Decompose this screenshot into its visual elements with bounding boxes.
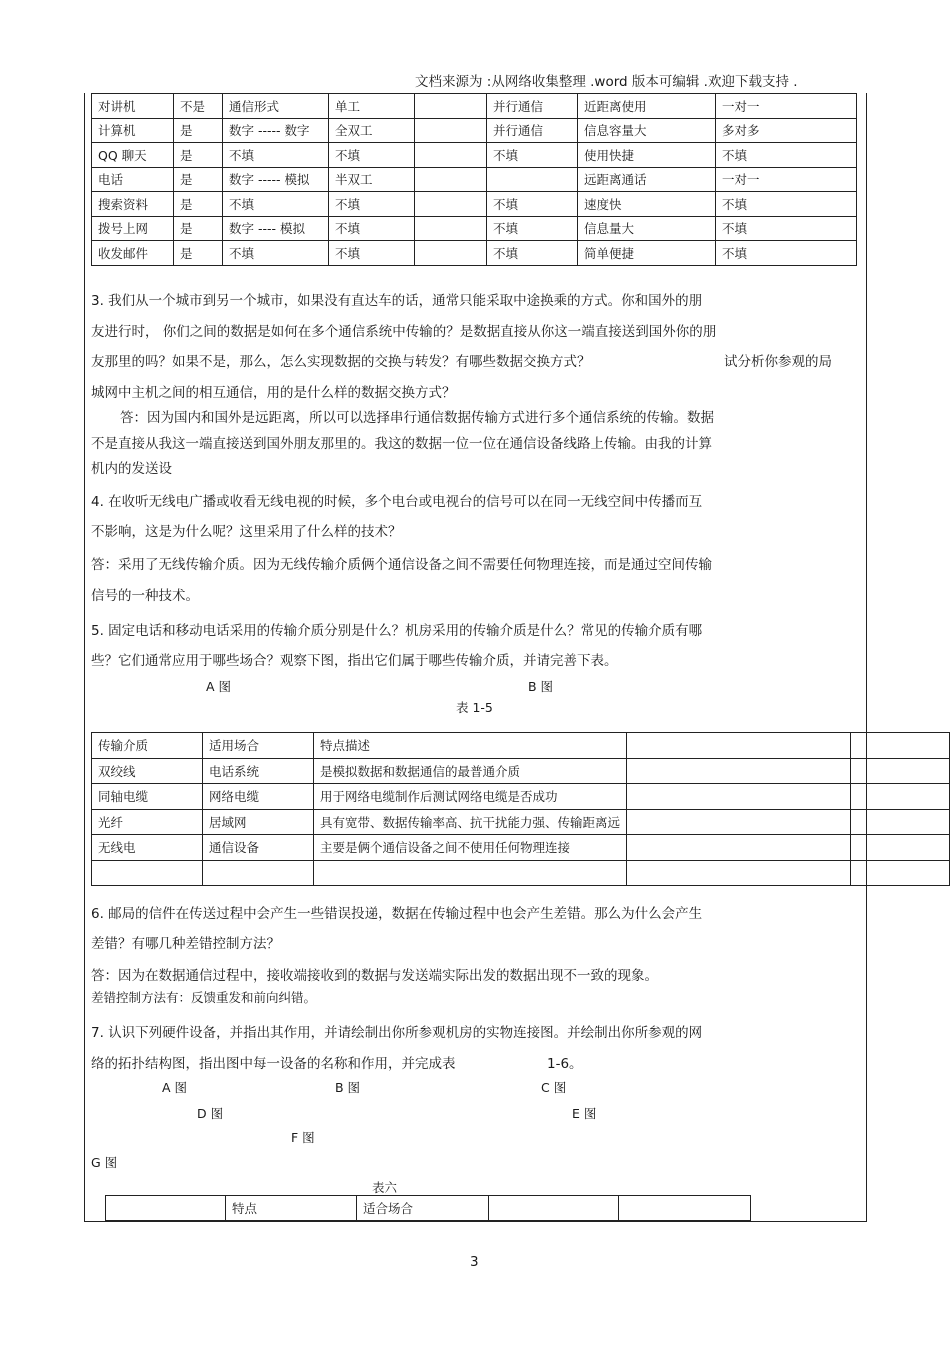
table-row [92,809,950,835]
table-cell: 不填 [223,192,329,217]
table-cell [619,1196,751,1221]
table-1-5-caption: 表 1-5 [456,700,493,715]
table-cell: 用于网络电缆制作后测试网络电缆是否成功 [314,784,627,810]
table-cell [627,733,850,759]
table-cell: 是 [174,118,223,143]
q6-answer-1: 答：因为在数据通信过程中，接收端接收到的数据与发送端实际出发的数据出现不一致的现象。 [91,968,658,984]
q4-answer-1: 答：采用了无线传输介质。因为无线传输介质俩个通信设备之间不需要任何物理连接，而是通过空间传输 [91,557,712,573]
table-cell: 搜索资料 [92,192,174,217]
table-cell: 信息量大 [578,216,716,241]
table-row [92,192,857,217]
table-cell [415,167,487,192]
table-cell: 不填 [223,241,329,266]
table-cell: 是 [174,241,223,266]
table-cell: 计算机 [92,118,174,143]
q5-line-1: 5. 固定电话和移动电话采用的传输介质分别是什么？机房采用的传输介质是什么？常见的传输介质有哪 [91,623,703,639]
table-cell: 适用场合 [203,733,314,759]
page-number: 3 [470,1254,479,1270]
table-cell [627,784,850,810]
table-cell [415,216,487,241]
q7-line-2b: 1-6。 [547,1056,583,1072]
table-cell [415,143,487,168]
table-cell: 不填 [716,143,857,168]
table-cell: 不填 [329,192,415,217]
table-cell: 同轴电缆 [92,784,203,810]
table-cell: 居域网 [203,809,314,835]
table-cell [850,860,949,886]
q7-figure-b-label: B 图 [335,1080,361,1095]
q7-figure-d-label: D 图 [197,1106,224,1121]
table-cell: 不是 [174,94,223,119]
table-cell: 不填 [487,216,578,241]
table-cell: 通信设备 [203,835,314,861]
table-cell: 是模拟数据和数据通信的最普通介质 [314,758,627,784]
table-cell: 不填 [223,143,329,168]
table-cell [627,758,850,784]
table-6-caption: 表六 [372,1180,398,1195]
q4-answer-2: 信号的一种技术。 [91,588,199,604]
q3-line-4: 城网中主机之间的相互通信，用的是什么样的数据交换方式？ [91,385,456,401]
table-cell: 并行通信 [487,118,578,143]
media-table [91,732,950,886]
q6-line-1: 6. 邮局的信件在传送过程中会产生一些错误投递，数据在传输过程中也会产生差错。那么为什么会产生 [91,906,703,922]
q3-line-3: 友那里的吗？如果不是，那么，怎么实现数据的交换与转发？有哪些数据交换方式？ [91,354,591,370]
q6-answer-2: 差错控制方法有：反馈重发和前向纠错。 [91,990,317,1005]
table-cell [314,860,627,886]
table-cell: 不填 [487,143,578,168]
table-cell: 一对一 [716,167,857,192]
table-row [92,733,950,759]
table-cell: 不填 [329,241,415,266]
q5-line-2: 些？它们通常应用于哪些场合？观察下图，指出它们属于哪些传输介质，并请完善下表。 [91,653,618,669]
q7-figure-e-label: E 图 [572,1106,597,1121]
table-cell: 通信形式 [223,94,329,119]
table-row [92,835,950,861]
table-cell: 不填 [329,216,415,241]
q7-figure-g-label: G 图 [91,1155,118,1170]
table-row [92,167,857,192]
table-cell [850,835,949,861]
table-cell: 具有宽带、数据传输率高、抗干扰能力强、传输距离远 [314,809,627,835]
table-row [92,784,950,810]
page-header: 文档来源为 :从网络收集整理 .word 版本可编辑 .欢迎下载支持 . [415,74,798,90]
table-cell: 电话 [92,167,174,192]
table-cell: 不填 [716,241,857,266]
q7-line-2: 络的拓扑结构图，指出图中每一设备的名称和作用，并完成表 [91,1056,456,1072]
table-cell: 是 [174,167,223,192]
q7-figure-c-label: C 图 [541,1080,567,1095]
table-cell: 半双工 [329,167,415,192]
q4-line-2: 不影响，这是为什么呢？这里采用了什么样的技术？ [91,524,402,540]
q3-line-2: 友进行时， 你们之间的数据是如何在多个通信系统中传输的？是数据直接从你这一端直接送到国外你的朋 [91,324,717,340]
table-cell: 光纤 [92,809,203,835]
table-cell: 数字 ----- 模拟 [223,167,329,192]
table-cell: 简单便捷 [578,241,716,266]
table-cell [850,733,949,759]
table-cell [489,1196,619,1221]
table-cell: 是 [174,192,223,217]
table-cell: 不填 [716,216,857,241]
table-cell: 主要是俩个通信设备之间不使用任何物理连接 [314,835,627,861]
table-cell: 并行通信 [487,94,578,119]
table-cell: 对讲机 [92,94,174,119]
table-cell: 收发邮件 [92,241,174,266]
table-cell [415,192,487,217]
q3-line-1: 3. 我们从一个城市到另一个城市，如果没有直达车的话，通常只能采取中途换乘的方式。你和国外的朋 [91,293,703,309]
table-cell: 全双工 [329,118,415,143]
table-cell: 适合场合 [357,1196,489,1221]
table-cell: QQ 聊天 [92,143,174,168]
table-row [92,241,857,266]
table-cell [106,1196,226,1221]
table-cell: 无线电 [92,835,203,861]
table-cell [850,784,949,810]
table-cell [850,809,949,835]
table-row [92,216,857,241]
table-cell: 远距离通话 [578,167,716,192]
table-cell: 数字 ---- 模拟 [223,216,329,241]
q7-figure-f-label: F 图 [291,1130,315,1145]
table-cell: 传输介质 [92,733,203,759]
table-cell [415,94,487,119]
table-row [92,94,857,119]
table-cell: 是 [174,143,223,168]
table-cell [850,758,949,784]
table-cell: 不填 [716,192,857,217]
table-cell [415,241,487,266]
hardware-table [105,1195,751,1221]
q7-line-1: 7. 认识下列硬件设备，并指出其作用，并请绘制出你所参观机房的实物连接图。并绘制出你所参观的网 [91,1025,703,1041]
table-cell: 拨号上网 [92,216,174,241]
table-cell: 速度快 [578,192,716,217]
table-cell [627,809,850,835]
table-cell [627,860,850,886]
table-cell: 一对一 [716,94,857,119]
comm-table [91,93,857,266]
table-cell: 信息容量大 [578,118,716,143]
table-cell [487,167,578,192]
q3-answer-3: 机内的发送设 [91,461,172,477]
table-row [106,1196,751,1221]
table-cell: 特点描述 [314,733,627,759]
table-row [92,758,950,784]
q3-answer-2: 不是直接从我这一端直接送到国外朋友那里的。我这的数据一位一位在通信设备线路上传输。由我的计算 [91,436,712,452]
table-cell: 多对多 [716,118,857,143]
q3-line-3b: 试分析你参观的局 [724,354,832,370]
table-cell [92,860,203,886]
table-cell: 电话系统 [203,758,314,784]
table-cell: 是 [174,216,223,241]
table-cell: 网络电缆 [203,784,314,810]
table-cell: 不填 [487,192,578,217]
table-cell: 特点 [226,1196,357,1221]
q3-answer-1: 答：因为国内和国外是远距离，所以可以选择串行通信数据传输方式进行多个通信系统的传输。数据 [120,410,714,426]
table-cell: 数字 ----- 数字 [223,118,329,143]
table-cell: 不填 [487,241,578,266]
table-row [92,143,857,168]
table-cell [415,118,487,143]
q5-figure-a-label: A 图 [206,679,232,694]
table-cell: 双绞线 [92,758,203,784]
q4-line-1: 4. 在收听无线电广播或收看无线电视的时候，多个电台或电视台的信号可以在同一无线空间中传播而互 [91,494,703,510]
q7-figure-a-label: A 图 [162,1080,188,1095]
table-row [92,860,950,886]
q6-line-2: 差错？有哪几种差错控制方法？ [91,936,280,952]
table-cell: 近距离使用 [578,94,716,119]
table-cell [627,835,850,861]
q5-figure-b-label: B 图 [528,679,554,694]
table-cell: 不填 [329,143,415,168]
table-cell: 使用快捷 [578,143,716,168]
table-row [92,118,857,143]
table-cell [203,860,314,886]
table-cell: 单工 [329,94,415,119]
